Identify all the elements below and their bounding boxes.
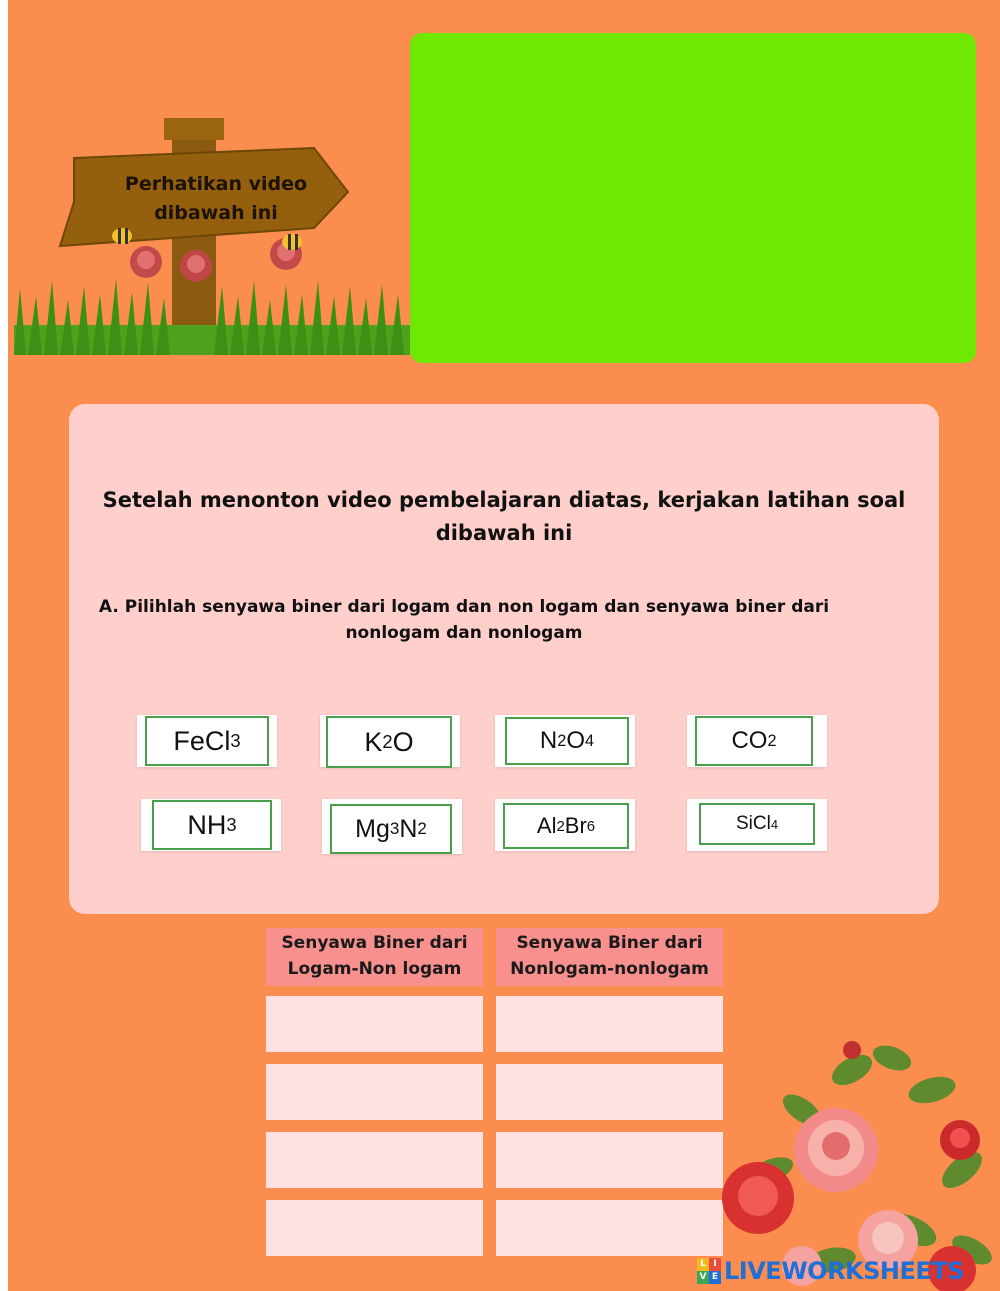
drop-zone-nonlogam-4[interactable] (496, 1200, 723, 1256)
question-line-1: A. Pilihlah senyawa biner dari logam dan non logam dan senyawa biner dari (98, 597, 830, 617)
signpost-illustration (14, 110, 410, 355)
instruction-text (69, 484, 939, 550)
sign-text (100, 170, 332, 228)
column-header-line-1: Senyawa Biner dari (281, 933, 468, 953)
compound-card[interactable] (495, 715, 635, 767)
sign-line-1: Perhatikan video (124, 173, 308, 195)
column-header-nonlogam-nonlogam (496, 928, 723, 986)
drop-zone-nonlogam-3[interactable] (496, 1132, 723, 1188)
left-margin (0, 0, 8, 1291)
column-header-line-2: Logam-Non logam (287, 959, 462, 979)
video-player[interactable] (410, 33, 976, 363)
column-header-logam-nonlogam (266, 928, 483, 986)
question-line-2: nonlogam dan nonlogam (345, 623, 583, 643)
column-header-line-2: Nonlogam-nonlogam (510, 959, 709, 979)
instruction-line-2: dibawah ini (435, 521, 573, 545)
rose-bouquet-decoration (712, 1030, 1000, 1291)
drop-zone-nonlogam-2[interactable] (496, 1064, 723, 1120)
rose-bouquet-icon (712, 1030, 1000, 1291)
column-header-line-1: Senyawa Biner dari (516, 933, 703, 953)
liveworksheets-logo (697, 1256, 964, 1286)
logo-badge-letter: L (697, 1258, 709, 1271)
logo-badge-letter: V (697, 1271, 709, 1284)
logo-badge (697, 1258, 721, 1284)
compound-label: K 2 O (326, 716, 452, 768)
compound-label: NH 3 (152, 800, 272, 850)
compound-label: Mg 3 N 2 (330, 804, 452, 854)
compound-card[interactable] (495, 799, 635, 851)
logo-badge-letter: I (709, 1258, 721, 1271)
instruction-line-1: Setelah menonton video pembelajaran diatas, kerjakan latihan soal (102, 488, 906, 512)
compound-label: SiCl 4 (699, 803, 815, 845)
sign-line-2: dibawah ini (154, 202, 278, 224)
compound-label: Al 2 Br 6 (503, 803, 629, 849)
compound-label: N 2 O 4 (505, 717, 629, 765)
compound-card[interactable] (320, 715, 460, 767)
compound-label: FeCl 3 (145, 716, 269, 766)
compound-label: CO 2 (695, 716, 813, 766)
logo-badge-letter: E (709, 1271, 721, 1284)
drop-zone-nonlogam-1[interactable] (496, 996, 723, 1052)
compound-card[interactable] (141, 799, 281, 851)
compound-card[interactable] (687, 799, 827, 851)
drop-zone-logam-4[interactable] (266, 1200, 483, 1256)
drop-zone-logam-1[interactable] (266, 996, 483, 1052)
compound-card[interactable] (322, 799, 462, 854)
compound-card[interactable] (687, 715, 827, 767)
question-text (69, 594, 859, 646)
compound-card[interactable] (137, 715, 277, 767)
drop-zone-logam-3[interactable] (266, 1132, 483, 1188)
drop-zone-logam-2[interactable] (266, 1064, 483, 1120)
logo-text: LIVEWORKSHEETS (724, 1257, 964, 1285)
signpost-graphic (14, 110, 410, 355)
